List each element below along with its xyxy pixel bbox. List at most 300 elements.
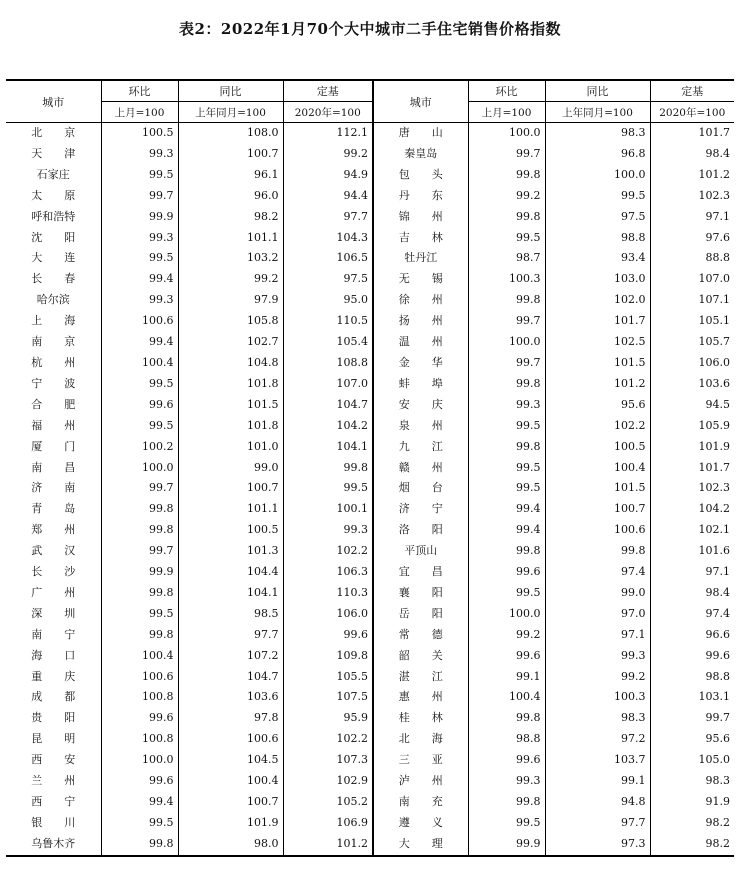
right-yoy-cell: 96.8 — [545, 144, 650, 165]
right-city-cell: 南 充 — [373, 792, 468, 813]
right-fixed-cell: 98.2 — [650, 813, 734, 834]
left-fixed-cell: 107.0 — [283, 374, 373, 395]
left-mom-cell: 100.4 — [101, 646, 178, 667]
left-yoy-cell: 101.8 — [178, 416, 283, 437]
right-fixed-cell: 105.9 — [650, 416, 734, 437]
table-row — [6, 771, 734, 792]
right-mom-cell: 98.7 — [468, 248, 545, 269]
right-fixed-cell: 97.1 — [650, 207, 734, 228]
right-city-cell: 温 州 — [373, 332, 468, 353]
table-row — [6, 520, 734, 541]
table-row — [6, 437, 734, 458]
right-city-cell: 北 海 — [373, 729, 468, 750]
left-mom-cell: 100.0 — [101, 458, 178, 479]
left-city-cell: 宁 波 — [31, 376, 76, 390]
left-mom-cell: 100.4 — [101, 353, 178, 374]
right-yoy-cell: 97.1 — [545, 625, 650, 646]
left-yoy-cell: 98.2 — [178, 207, 283, 228]
header-mom-right: 环比 — [468, 80, 545, 102]
left-city-cell: 北 京 — [31, 126, 76, 139]
right-mom-cell: 99.2 — [468, 186, 545, 207]
header-yoy-right: 同比 — [545, 80, 650, 102]
right-yoy-cell: 103.0 — [545, 269, 650, 290]
table-row — [6, 458, 734, 479]
right-fixed-cell: 102.1 — [650, 520, 734, 541]
right-yoy-cell: 101.2 — [545, 374, 650, 395]
left-mom-cell: 100.6 — [101, 667, 178, 688]
right-fixed-cell: 98.2 — [650, 834, 734, 856]
header-city-left: 城市 — [6, 80, 101, 123]
right-mom-cell: 99.8 — [468, 792, 545, 813]
table-row — [6, 729, 734, 750]
right-yoy-cell: 98.8 — [545, 228, 650, 249]
left-fixed-cell: 94.4 — [283, 186, 373, 207]
right-city-cell: 桂 林 — [373, 708, 468, 729]
right-fixed-cell: 99.7 — [650, 708, 734, 729]
left-city-cell: 南 宁 — [31, 627, 76, 641]
table-row — [6, 290, 734, 311]
right-yoy-cell: 98.3 — [545, 708, 650, 729]
left-mom-cell: 100.8 — [101, 729, 178, 750]
table-row — [6, 416, 734, 437]
left-city-cell: 南 昌 — [31, 460, 76, 474]
right-yoy-cell: 97.2 — [545, 729, 650, 750]
table-row — [6, 228, 734, 249]
left-yoy-cell: 100.4 — [178, 771, 283, 792]
right-city-cell: 韶 关 — [373, 646, 468, 667]
right-city-cell: 无 锡 — [373, 269, 468, 290]
right-mom-cell: 99.9 — [468, 834, 545, 856]
table-body — [6, 123, 734, 856]
left-mom-cell: 99.3 — [101, 144, 178, 165]
left-mom-cell: 99.4 — [101, 792, 178, 813]
left-city-cell: 深 圳 — [31, 606, 76, 620]
right-mom-cell: 99.6 — [468, 562, 545, 583]
right-yoy-cell: 94.8 — [545, 792, 650, 813]
left-fixed-cell: 99.6 — [283, 625, 373, 646]
left-yoy-cell: 104.5 — [178, 750, 283, 771]
left-city-cell: 厦 门 — [31, 439, 76, 453]
left-fixed-cell: 99.3 — [283, 520, 373, 541]
left-city-cell: 武 汉 — [31, 544, 76, 558]
left-fixed-cell: 95.9 — [283, 708, 373, 729]
left-yoy-cell: 101.1 — [178, 499, 283, 520]
header-mom-base-left: 上月=100 — [101, 102, 178, 123]
right-city-cell: 大 理 — [373, 834, 468, 856]
right-fixed-cell: 101.7 — [650, 458, 734, 479]
right-mom-cell: 99.8 — [468, 541, 545, 562]
right-fixed-cell: 96.6 — [650, 625, 734, 646]
right-mom-cell: 99.6 — [468, 646, 545, 667]
table-row — [6, 499, 734, 520]
table-row — [6, 353, 734, 374]
right-mom-cell: 100.4 — [468, 687, 545, 708]
left-city-cell: 银 川 — [31, 815, 76, 829]
left-mom-cell: 99.7 — [101, 186, 178, 207]
table-row — [6, 144, 734, 165]
left-city-cell: 石家庄 — [36, 167, 70, 181]
right-yoy-cell: 97.5 — [545, 207, 650, 228]
right-mom-cell: 99.2 — [468, 625, 545, 646]
left-fixed-cell: 106.9 — [283, 813, 373, 834]
right-mom-cell: 99.5 — [468, 228, 545, 249]
left-mom-cell: 99.8 — [101, 834, 178, 856]
left-yoy-cell: 97.8 — [178, 708, 283, 729]
left-yoy-cell: 103.2 — [178, 248, 283, 269]
left-mom-cell: 99.6 — [101, 708, 178, 729]
left-fixed-cell: 99.5 — [283, 478, 373, 499]
left-fixed-cell: 110.5 — [283, 311, 373, 332]
table-row — [6, 186, 734, 207]
left-city-cell: 南 京 — [31, 335, 76, 349]
left-city-cell: 大 连 — [31, 251, 76, 265]
right-yoy-cell: 100.5 — [545, 437, 650, 458]
right-yoy-cell: 99.3 — [545, 646, 650, 667]
left-yoy-cell: 99.0 — [178, 458, 283, 479]
right-mom-cell: 99.8 — [468, 290, 545, 311]
right-fixed-cell: 104.2 — [650, 499, 734, 520]
table-row — [6, 332, 734, 353]
left-fixed-cell: 104.7 — [283, 395, 373, 416]
left-yoy-cell: 101.5 — [178, 395, 283, 416]
left-yoy-cell: 104.1 — [178, 583, 283, 604]
right-fixed-cell: 103.6 — [650, 374, 734, 395]
table-row — [6, 374, 734, 395]
price-index-table — [6, 79, 734, 857]
left-city-cell: 贵 阳 — [31, 711, 76, 725]
left-city-cell: 青 岛 — [31, 502, 76, 516]
right-fixed-cell: 98.3 — [650, 771, 734, 792]
right-mom-cell: 99.8 — [468, 207, 545, 228]
right-mom-cell: 99.5 — [468, 458, 545, 479]
right-mom-cell: 99.4 — [468, 520, 545, 541]
left-fixed-cell: 104.1 — [283, 437, 373, 458]
right-city-cell: 九 江 — [373, 437, 468, 458]
left-mom-cell: 100.2 — [101, 437, 178, 458]
right-mom-cell: 99.5 — [468, 478, 545, 499]
right-city-cell: 蚌 埠 — [373, 374, 468, 395]
right-yoy-cell: 103.7 — [545, 750, 650, 771]
left-city-cell: 郑 州 — [31, 523, 76, 537]
table-row — [6, 123, 734, 144]
left-city-cell: 广 州 — [31, 585, 76, 599]
left-fixed-cell: 105.5 — [283, 667, 373, 688]
right-city-cell: 岳 阳 — [373, 604, 468, 625]
right-city-cell: 泉 州 — [373, 416, 468, 437]
header-fixed-left: 定基 — [283, 80, 373, 102]
header-mom-left: 环比 — [101, 80, 178, 102]
right-mom-cell: 99.3 — [468, 395, 545, 416]
header-yoy-left: 同比 — [178, 80, 283, 102]
right-fixed-cell: 98.4 — [650, 144, 734, 165]
table-row — [6, 311, 734, 332]
right-fixed-cell: 105.0 — [650, 750, 734, 771]
right-fixed-cell: 105.1 — [650, 311, 734, 332]
right-city-cell: 济 宁 — [373, 499, 468, 520]
table-row — [6, 165, 734, 186]
right-city-cell: 锦 州 — [373, 207, 468, 228]
left-mom-cell: 99.9 — [101, 562, 178, 583]
right-yoy-cell: 97.3 — [545, 834, 650, 856]
left-fixed-cell: 99.8 — [283, 458, 373, 479]
right-fixed-cell: 91.9 — [650, 792, 734, 813]
right-city-cell: 安 庆 — [373, 395, 468, 416]
header-fixed-base-right: 2020年=100 — [650, 102, 734, 123]
left-city-cell: 兰 州 — [31, 774, 76, 788]
left-mom-cell: 99.6 — [101, 395, 178, 416]
left-mom-cell: 100.6 — [101, 311, 178, 332]
right-city-cell: 吉 林 — [373, 228, 468, 249]
right-city-cell: 秦皇岛 — [373, 144, 468, 165]
left-mom-cell: 99.5 — [101, 604, 178, 625]
left-yoy-cell: 96.0 — [178, 186, 283, 207]
left-fixed-cell: 108.8 — [283, 353, 373, 374]
right-fixed-cell: 95.6 — [650, 729, 734, 750]
right-yoy-cell: 97.7 — [545, 813, 650, 834]
left-fixed-cell: 107.3 — [283, 750, 373, 771]
left-mom-cell: 99.9 — [101, 207, 178, 228]
right-fixed-cell: 106.0 — [650, 353, 734, 374]
left-yoy-cell: 101.0 — [178, 437, 283, 458]
table-row — [6, 583, 734, 604]
left-mom-cell: 99.5 — [101, 813, 178, 834]
header-yoy-base-right: 上年同月=100 — [545, 102, 650, 123]
left-yoy-cell: 98.0 — [178, 834, 283, 856]
left-mom-cell: 99.7 — [101, 478, 178, 499]
right-yoy-cell: 102.5 — [545, 332, 650, 353]
table-row — [6, 708, 734, 729]
left-yoy-cell: 100.7 — [178, 144, 283, 165]
left-fixed-cell: 109.8 — [283, 646, 373, 667]
right-city-cell: 宜 昌 — [373, 562, 468, 583]
right-yoy-cell: 99.8 — [545, 541, 650, 562]
table-row — [6, 395, 734, 416]
left-fixed-cell: 100.1 — [283, 499, 373, 520]
right-city-cell: 包 头 — [373, 165, 468, 186]
left-city-cell: 重 庆 — [31, 669, 76, 683]
left-yoy-cell: 101.3 — [178, 541, 283, 562]
left-city-cell: 昆 明 — [31, 732, 76, 746]
left-yoy-cell: 97.7 — [178, 625, 283, 646]
right-mom-cell: 100.0 — [468, 604, 545, 625]
header-fixed-base-left: 2020年=100 — [283, 102, 373, 123]
right-yoy-cell: 97.4 — [545, 562, 650, 583]
left-mom-cell: 99.3 — [101, 228, 178, 249]
left-mom-cell: 99.8 — [101, 625, 178, 646]
right-mom-cell: 99.5 — [468, 583, 545, 604]
table-row — [6, 248, 734, 269]
right-mom-cell: 100.3 — [468, 269, 545, 290]
left-fixed-cell: 95.0 — [283, 290, 373, 311]
left-yoy-cell: 101.8 — [178, 374, 283, 395]
table-row — [6, 792, 734, 813]
table-row — [6, 646, 734, 667]
left-yoy-cell: 101.9 — [178, 813, 283, 834]
right-yoy-cell: 100.3 — [545, 687, 650, 708]
left-mom-cell: 99.5 — [101, 416, 178, 437]
right-city-cell: 常 德 — [373, 625, 468, 646]
right-yoy-cell: 100.7 — [545, 499, 650, 520]
right-mom-cell: 99.8 — [468, 708, 545, 729]
right-mom-cell: 99.7 — [468, 311, 545, 332]
left-yoy-cell: 102.7 — [178, 332, 283, 353]
left-fixed-cell: 94.9 — [283, 165, 373, 186]
right-mom-cell: 98.8 — [468, 729, 545, 750]
left-mom-cell: 99.4 — [101, 269, 178, 290]
left-fixed-cell: 105.4 — [283, 332, 373, 353]
left-fixed-cell: 97.5 — [283, 269, 373, 290]
right-yoy-cell: 99.2 — [545, 667, 650, 688]
left-city-cell: 呼和浩特 — [31, 209, 76, 223]
left-city-cell: 成 都 — [31, 690, 76, 704]
table-row — [6, 834, 734, 856]
left-mom-cell: 99.7 — [101, 541, 178, 562]
left-yoy-cell: 97.9 — [178, 290, 283, 311]
left-city-cell: 杭 州 — [31, 355, 76, 369]
right-city-cell: 赣 州 — [373, 458, 468, 479]
left-yoy-cell: 104.8 — [178, 353, 283, 374]
right-mom-cell: 99.5 — [468, 813, 545, 834]
right-yoy-cell: 100.4 — [545, 458, 650, 479]
left-fixed-cell: 102.9 — [283, 771, 373, 792]
right-city-cell: 徐 州 — [373, 290, 468, 311]
left-yoy-cell: 100.6 — [178, 729, 283, 750]
right-mom-cell: 99.8 — [468, 374, 545, 395]
right-yoy-cell: 102.2 — [545, 416, 650, 437]
right-city-cell: 惠 州 — [373, 687, 468, 708]
right-fixed-cell: 97.4 — [650, 604, 734, 625]
left-fixed-cell: 110.3 — [283, 583, 373, 604]
left-yoy-cell: 104.4 — [178, 562, 283, 583]
left-city-cell: 福 州 — [31, 418, 76, 432]
left-city-cell: 西 安 — [31, 753, 76, 767]
left-city-cell: 济 南 — [31, 481, 76, 495]
right-fixed-cell: 98.8 — [650, 667, 734, 688]
left-mom-cell: 100.8 — [101, 687, 178, 708]
right-fixed-cell: 107.0 — [650, 269, 734, 290]
right-yoy-cell: 98.3 — [545, 123, 650, 144]
right-city-cell: 平顶山 — [373, 541, 468, 562]
left-fixed-cell: 105.2 — [283, 792, 373, 813]
right-yoy-cell: 100.6 — [545, 520, 650, 541]
right-city-cell: 金 华 — [373, 353, 468, 374]
right-mom-cell: 99.7 — [468, 144, 545, 165]
left-mom-cell: 99.5 — [101, 248, 178, 269]
header-mom-base-right: 上月=100 — [468, 102, 545, 123]
right-mom-cell: 99.8 — [468, 437, 545, 458]
left-yoy-cell: 100.7 — [178, 478, 283, 499]
right-yoy-cell: 100.0 — [545, 165, 650, 186]
right-fixed-cell: 101.6 — [650, 541, 734, 562]
right-city-cell: 襄 阳 — [373, 583, 468, 604]
right-fixed-cell: 101.2 — [650, 165, 734, 186]
left-fixed-cell: 112.1 — [283, 123, 373, 144]
right-city-cell: 扬 州 — [373, 311, 468, 332]
right-fixed-cell: 103.1 — [650, 687, 734, 708]
left-fixed-cell: 102.2 — [283, 729, 373, 750]
left-yoy-cell: 100.5 — [178, 520, 283, 541]
right-mom-cell: 99.1 — [468, 667, 545, 688]
left-yoy-cell: 100.7 — [178, 792, 283, 813]
right-yoy-cell: 102.0 — [545, 290, 650, 311]
right-fixed-cell: 98.4 — [650, 583, 734, 604]
left-city-cell: 合 肥 — [31, 397, 76, 411]
left-city-cell: 长 春 — [31, 272, 76, 286]
left-yoy-cell: 99.2 — [178, 269, 283, 290]
left-fixed-cell: 107.5 — [283, 687, 373, 708]
right-fixed-cell: 101.9 — [650, 437, 734, 458]
left-fixed-cell: 101.2 — [283, 834, 373, 856]
left-city-cell: 西 宁 — [31, 795, 76, 808]
right-fixed-cell: 97.1 — [650, 562, 734, 583]
left-mom-cell: 99.8 — [101, 520, 178, 541]
right-fixed-cell: 102.3 — [650, 478, 734, 499]
left-fixed-cell: 102.2 — [283, 541, 373, 562]
left-yoy-cell: 104.7 — [178, 667, 283, 688]
right-fixed-cell: 97.6 — [650, 228, 734, 249]
right-city-cell: 丹 东 — [373, 186, 468, 207]
right-mom-cell: 99.6 — [468, 750, 545, 771]
header-yoy-base-left: 上年同月=100 — [178, 102, 283, 123]
table-row — [6, 750, 734, 771]
right-yoy-cell: 99.5 — [545, 186, 650, 207]
left-yoy-cell: 98.5 — [178, 604, 283, 625]
left-mom-cell: 99.3 — [101, 290, 178, 311]
right-fixed-cell: 99.6 — [650, 646, 734, 667]
left-mom-cell: 100.0 — [101, 750, 178, 771]
right-mom-cell: 99.7 — [468, 353, 545, 374]
left-mom-cell: 99.8 — [101, 583, 178, 604]
right-city-cell: 洛 阳 — [373, 520, 468, 541]
right-city-cell: 唐 山 — [373, 123, 468, 144]
right-yoy-cell: 93.4 — [545, 248, 650, 269]
left-city-cell: 沈 阳 — [31, 230, 76, 244]
table-title: 表2：2022年1月70个大中城市二手住宅销售价格指数 — [179, 20, 561, 38]
left-city-cell: 上 海 — [31, 314, 76, 328]
left-yoy-cell: 108.0 — [178, 123, 283, 144]
right-fixed-cell: 101.7 — [650, 123, 734, 144]
right-fixed-cell: 107.1 — [650, 290, 734, 311]
table-row — [6, 625, 734, 646]
table-row — [6, 269, 734, 290]
right-city-cell: 泸 州 — [373, 771, 468, 792]
right-fixed-cell: 94.5 — [650, 395, 734, 416]
left-city-cell: 太 原 — [31, 188, 76, 202]
left-yoy-cell: 101.1 — [178, 228, 283, 249]
right-yoy-cell: 95.6 — [545, 395, 650, 416]
right-mom-cell: 100.0 — [468, 332, 545, 353]
right-mom-cell: 99.5 — [468, 416, 545, 437]
right-yoy-cell: 97.0 — [545, 604, 650, 625]
right-mom-cell: 99.8 — [468, 165, 545, 186]
right-city-cell: 牡丹江 — [373, 248, 468, 269]
right-mom-cell: 99.4 — [468, 499, 545, 520]
left-mom-cell: 99.8 — [101, 499, 178, 520]
right-city-cell: 烟 台 — [373, 478, 468, 499]
left-city-cell: 哈尔滨 — [36, 293, 70, 307]
right-yoy-cell: 101.5 — [545, 478, 650, 499]
left-city-cell: 天 津 — [31, 146, 76, 160]
left-mom-cell: 99.5 — [101, 374, 178, 395]
right-yoy-cell: 99.1 — [545, 771, 650, 792]
table-row — [6, 562, 734, 583]
left-mom-cell: 99.5 — [101, 165, 178, 186]
table-row — [6, 207, 734, 228]
left-fixed-cell: 106.0 — [283, 604, 373, 625]
left-city-cell: 长 沙 — [31, 565, 76, 579]
right-yoy-cell: 99.0 — [545, 583, 650, 604]
left-fixed-cell: 106.5 — [283, 248, 373, 269]
